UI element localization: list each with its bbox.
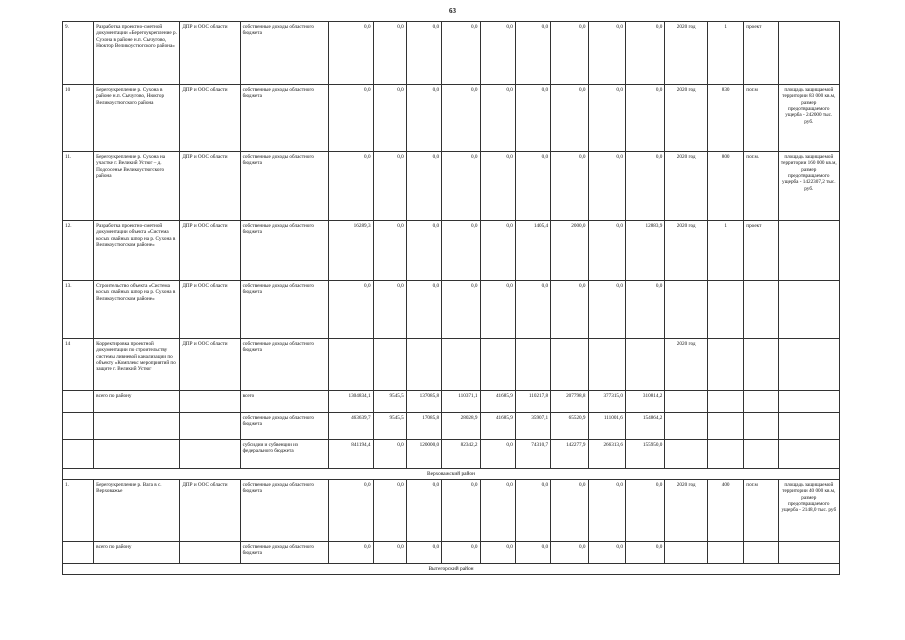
amount-cell: 0,0 (625, 480, 664, 542)
amount-cell: 0,0 (373, 440, 406, 469)
quantity-cell: 830 (707, 85, 743, 152)
indicator-note (778, 339, 839, 391)
unit-cell: проект (744, 221, 778, 281)
amount-cell: 0,0 (406, 542, 441, 564)
amount-cell: 0,0 (588, 85, 625, 152)
amount-cell: 0,0 (515, 22, 550, 85)
activity-name: Берегоукрепление р. Сухона в районе н.п. Сычугово, Нюктор Великоустюгского района (94, 85, 180, 152)
activity-name (94, 440, 180, 469)
amount-cell: 0,0 (480, 221, 515, 281)
unit-cell (744, 413, 778, 440)
executor: ДПР и ООС области (180, 85, 240, 152)
amount-cell: 110217,8 (515, 391, 550, 413)
amount-cell: 0,0 (406, 85, 441, 152)
quantity-cell (707, 339, 743, 391)
indicator-note (778, 281, 839, 339)
indicator-note (778, 542, 839, 564)
amount-cell: 0,0 (406, 480, 441, 542)
amount-cell (625, 339, 664, 391)
program-table (62, 21, 840, 575)
amount-cell: 0,0 (480, 480, 515, 542)
indicator-note (778, 221, 839, 281)
section-row (63, 469, 840, 480)
executor: ДПР и ООС области (180, 22, 240, 85)
executor: ДПР и ООС области (180, 480, 240, 542)
year-cell: 2020 год (665, 152, 708, 221)
section-title: Вытегорский район (63, 564, 840, 575)
table-row (63, 542, 840, 564)
amount-cell: 0,0 (588, 480, 625, 542)
funding-source: собственные доходы областного бюджета (240, 22, 328, 85)
unit-cell: пог.м (744, 85, 778, 152)
year-cell (665, 281, 708, 339)
funding-source: собственные доходы областного бюджета (240, 281, 328, 339)
amount-cell: 1304834,1 (328, 391, 373, 413)
amount-cell: 0,0 (625, 85, 664, 152)
quantity-cell (707, 413, 743, 440)
amount-cell: 0,0 (328, 85, 373, 152)
row-number (63, 440, 94, 469)
amount-cell: 266313,6 (588, 440, 625, 469)
table-row (63, 413, 840, 440)
amount-cell: 0,0 (588, 22, 625, 85)
funding-source: субсидии и субвенции из федерального бюджета (240, 440, 328, 469)
amount-cell: 17085,8 (406, 413, 441, 440)
year-cell: 2020 год (665, 22, 708, 85)
activity-name: Берегоукрепление р. Сухона на участке г. Великий Устюг – д. Подсосенье Великоустюгского района (94, 152, 180, 221)
amount-cell: 137085,8 (406, 391, 441, 413)
activity-name: всего по району (94, 391, 180, 413)
year-cell (665, 413, 708, 440)
amount-cell: 0,0 (442, 542, 480, 564)
amount-cell: 65520,9 (551, 413, 588, 440)
amount-cell: 16289,3 (328, 221, 373, 281)
activity-name: Строительство объекта «Система косых свайных шпор на р. Сухона в Великоустюгском районе» (94, 281, 180, 339)
amount-cell: 0,0 (625, 152, 664, 221)
activity-name: Разработка проектно-сметной документации «Берегоукрепление р. Сухона в районе н.п. Сычугово, Нюктор Великоустюгского района» (94, 22, 180, 85)
funding-source: собственные доходы областного бюджета (240, 152, 328, 221)
indicator-note (778, 22, 839, 85)
amount-cell: 142277,9 (551, 440, 588, 469)
funding-source: собственные доходы областного бюджета (240, 339, 328, 391)
funding-source: собственные доходы областного бюджета (240, 221, 328, 281)
amount-cell: 0,0 (480, 542, 515, 564)
indicator-note: площадь защищаемой территории 40 000 кв.м, размер предотвращаемого ущерба - 2148,0 тыс. руб (778, 480, 839, 542)
amount-cell: 110371,1 (442, 391, 480, 413)
funding-source: собственные доходы областного бюджета (240, 480, 328, 542)
amount-cell: 0,0 (442, 152, 480, 221)
amount-cell: 0,0 (442, 22, 480, 85)
amount-cell: 0,0 (442, 221, 480, 281)
unit-cell: проект (744, 22, 778, 85)
amount-cell: 0,0 (373, 480, 406, 542)
table-row (63, 480, 840, 542)
amount-cell (406, 339, 441, 391)
amount-cell: 154864,2 (625, 413, 664, 440)
year-cell: 2020 год (665, 85, 708, 152)
amount-cell: 0,0 (328, 22, 373, 85)
row-number: 10 (63, 85, 94, 152)
table-row (63, 339, 840, 391)
amount-cell: 28028,9 (442, 413, 480, 440)
funding-source: собственные доходы областного бюджета (240, 542, 328, 564)
activity-name: Берегоукрепление р. Вага в с. Верховажье (94, 480, 180, 542)
unit-cell (744, 281, 778, 339)
section-title: Верховажский район (63, 469, 840, 480)
activity-name: Разработка проектно-сметной документации объекта «Система косых свайных шпор на р. Сухона в Великоустюгском районе» (94, 221, 180, 281)
table-row (63, 391, 840, 413)
amount-cell: 0,0 (588, 281, 625, 339)
amount-cell: 0,0 (625, 281, 664, 339)
unit-cell: пог.м (744, 480, 778, 542)
row-number (63, 391, 94, 413)
executor: ДПР и ООС области (180, 152, 240, 221)
executor (180, 542, 240, 564)
amount-cell: 0,0 (515, 480, 550, 542)
year-cell: 2020 год (665, 221, 708, 281)
amount-cell: 120000,0 (406, 440, 441, 469)
executor: ДПР и ООС области (180, 221, 240, 281)
unit-cell (744, 542, 778, 564)
executor (180, 391, 240, 413)
funding-source: всего (240, 391, 328, 413)
row-number: 12. (63, 221, 94, 281)
amount-cell (515, 339, 550, 391)
amount-cell: 0,0 (373, 152, 406, 221)
amount-cell: 0,0 (480, 152, 515, 221)
row-number: 11. (63, 152, 94, 221)
amount-cell: 0,0 (442, 85, 480, 152)
amount-cell (442, 339, 480, 391)
row-number: 14 (63, 339, 94, 391)
quantity-cell (707, 281, 743, 339)
amount-cell: 0,0 (442, 281, 480, 339)
amount-cell: 841194,4 (328, 440, 373, 469)
amount-cell: 377315,0 (588, 391, 625, 413)
year-cell (665, 542, 708, 564)
amount-cell: 35907,1 (515, 413, 550, 440)
table-row (63, 221, 840, 281)
amount-cell: 0,0 (515, 85, 550, 152)
amount-cell: 0,0 (373, 22, 406, 85)
amount-cell: 74310,7 (515, 440, 550, 469)
amount-cell: 0,0 (480, 85, 515, 152)
amount-cell (373, 339, 406, 391)
amount-cell: 0,0 (373, 542, 406, 564)
indicator-note (778, 413, 839, 440)
amount-cell: 0,0 (625, 22, 664, 85)
activity-name (94, 413, 180, 440)
row-number: 1. (63, 480, 94, 542)
amount-cell: 41685,9 (480, 391, 515, 413)
amount-cell: 0,0 (588, 221, 625, 281)
amount-cell: 0,0 (588, 542, 625, 564)
table-row (63, 440, 840, 469)
amount-cell: 155950,0 (625, 440, 664, 469)
amount-cell: 1405,4 (515, 221, 550, 281)
amount-cell: 0,0 (551, 281, 588, 339)
amount-cell: 0,0 (406, 22, 441, 85)
row-number (63, 542, 94, 564)
year-cell: 2020 год (665, 339, 708, 391)
amount-cell: 207798,8 (551, 391, 588, 413)
funding-source: собственные доходы областного бюджета (240, 85, 328, 152)
amount-cell: 2000,0 (551, 221, 588, 281)
amount-cell: 0,0 (480, 281, 515, 339)
amount-cell: 0,0 (328, 281, 373, 339)
executor: ДПР и ООС области (180, 339, 240, 391)
activity-name: Корректировка проектной документации по строительству системы ливневой канализации по объекту «Комплекс мероприятий по защите г. Великий Устюг (94, 339, 180, 391)
amount-cell: 9545,5 (373, 391, 406, 413)
quantity-cell: 800 (707, 152, 743, 221)
table-row (63, 85, 840, 152)
indicator-note: площадь защищаемой территории 160 000 кв.м, размер предотвращаемого ущерба - 1422307,2 тыс. руб. (778, 152, 839, 221)
quantity-cell (707, 542, 743, 564)
executor (180, 413, 240, 440)
funding-source: собственные доходы областного бюджета (240, 413, 328, 440)
amount-cell: 0,0 (551, 542, 588, 564)
table-row (63, 152, 840, 221)
amount-cell: 9545,5 (373, 413, 406, 440)
executor: ДПР и ООС области (180, 281, 240, 339)
year-cell: 2020 год (665, 480, 708, 542)
row-number: 13. (63, 281, 94, 339)
indicator-note (778, 440, 839, 469)
row-number (63, 413, 94, 440)
amount-cell: 310814,2 (625, 391, 664, 413)
amount-cell (480, 339, 515, 391)
amount-cell: 0,0 (406, 152, 441, 221)
unit-cell (744, 440, 778, 469)
amount-cell: 0,0 (515, 281, 550, 339)
table-row (63, 281, 840, 339)
unit-cell (744, 391, 778, 413)
amount-cell (551, 339, 588, 391)
executor (180, 440, 240, 469)
amount-cell (588, 339, 625, 391)
table-row (63, 22, 840, 85)
amount-cell: 0,0 (515, 152, 550, 221)
unit-cell (744, 339, 778, 391)
amount-cell: 0,0 (406, 221, 441, 281)
amount-cell: 0,0 (515, 542, 550, 564)
activity-name: всего по району (94, 542, 180, 564)
amount-cell: 0,0 (373, 221, 406, 281)
amount-cell: 0,0 (406, 281, 441, 339)
year-cell (665, 391, 708, 413)
section-row (63, 564, 840, 575)
page-number: 63 (449, 7, 456, 15)
amount-cell (328, 339, 373, 391)
quantity-cell (707, 391, 743, 413)
amount-cell: 0,0 (551, 85, 588, 152)
amount-cell: 0,0 (373, 85, 406, 152)
indicator-note (778, 391, 839, 413)
amount-cell: 0,0 (625, 542, 664, 564)
amount-cell: 0,0 (551, 480, 588, 542)
quantity-cell: 1 (707, 221, 743, 281)
amount-cell: 0,0 (480, 22, 515, 85)
amount-cell: 463639,7 (328, 413, 373, 440)
amount-cell: 41685,9 (480, 413, 515, 440)
amount-cell: 0,0 (328, 480, 373, 542)
quantity-cell: 400 (707, 480, 743, 542)
quantity-cell (707, 440, 743, 469)
quantity-cell: 1 (707, 22, 743, 85)
amount-cell: 0,0 (328, 152, 373, 221)
amount-cell: 0,0 (480, 440, 515, 469)
amount-cell: 111001,6 (588, 413, 625, 440)
unit-cell: пог.м. (744, 152, 778, 221)
amount-cell: 0,0 (588, 152, 625, 221)
year-cell (665, 440, 708, 469)
amount-cell: 82342,2 (442, 440, 480, 469)
amount-cell: 12883,9 (625, 221, 664, 281)
indicator-note: площадь защищаемой территории 83 000 кв.м, размер предотвращаемого ущерба - 242000 тыс. руб. (778, 85, 839, 152)
amount-cell: 0,0 (373, 281, 406, 339)
amount-cell: 0,0 (328, 542, 373, 564)
amount-cell: 0,0 (442, 480, 480, 542)
row-number: 9. (63, 22, 94, 85)
amount-cell: 0,0 (551, 152, 588, 221)
amount-cell: 0,0 (551, 22, 588, 85)
